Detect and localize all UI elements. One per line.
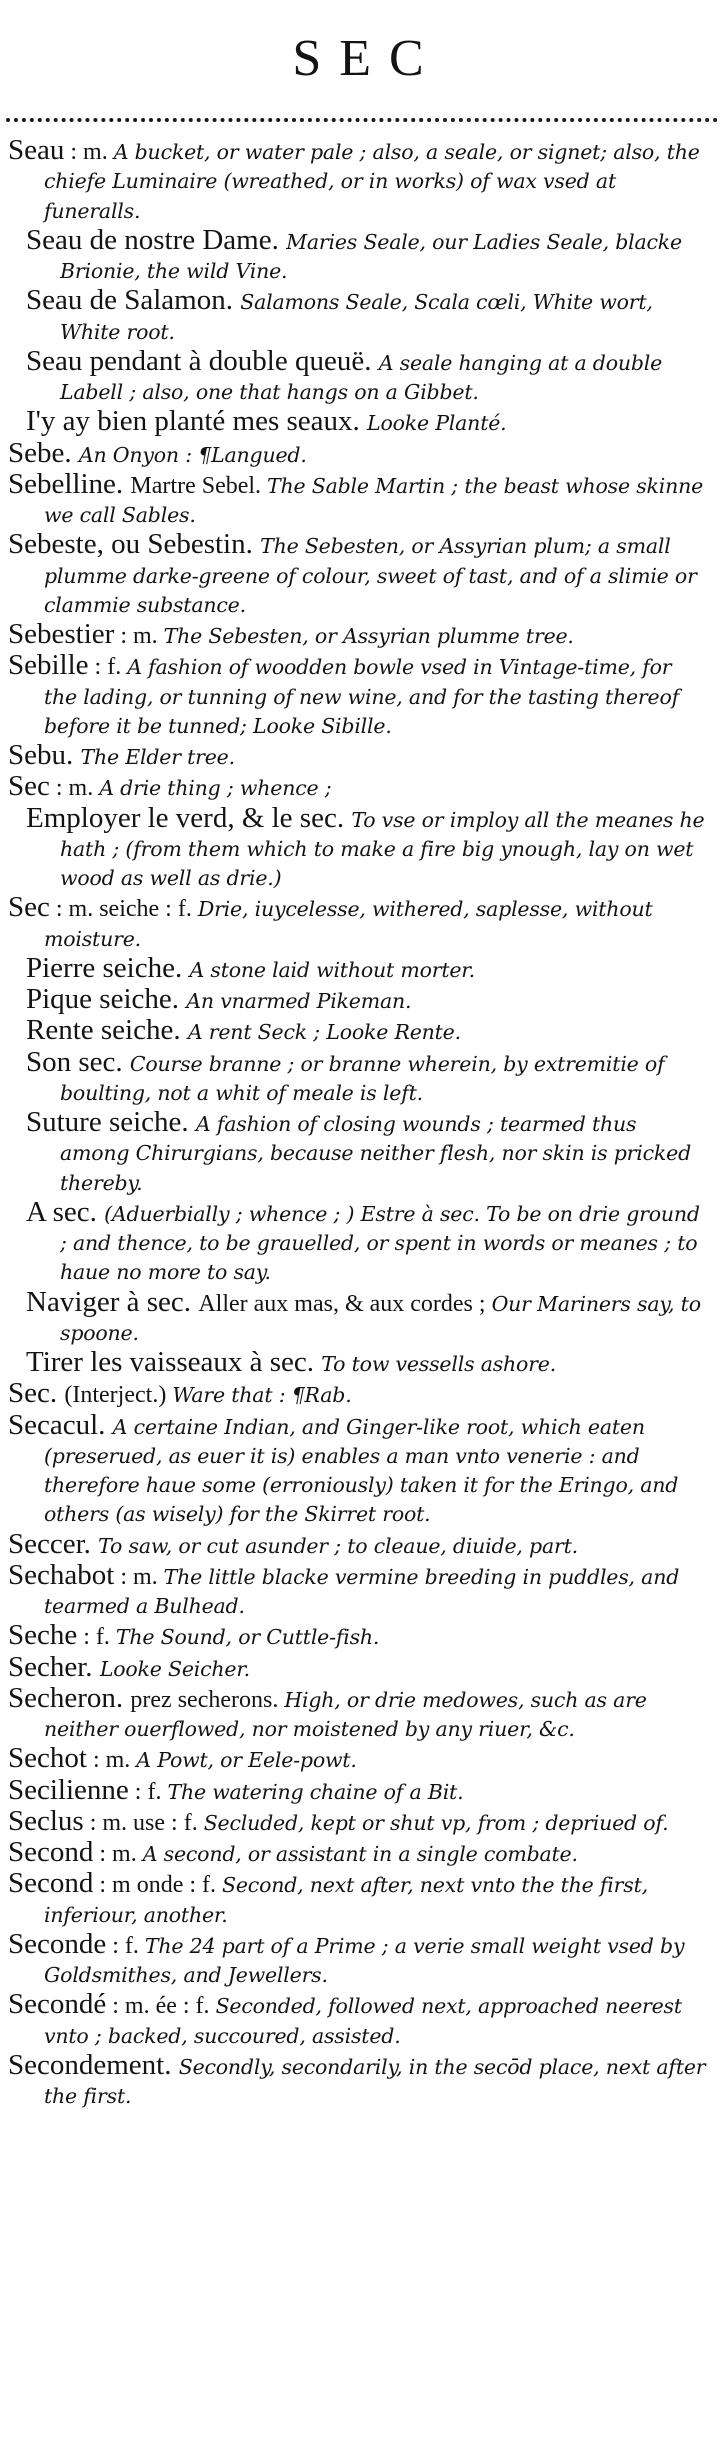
entry-english-definition: Looke Planté. (367, 411, 507, 436)
entry-french-gloss: : m onde : f. (93, 1872, 223, 1899)
dictionary-subentry (8, 801, 710, 894)
dictionary-entry (8, 436, 710, 470)
entry-french-gloss: : f. (77, 1624, 116, 1651)
dictionary-entry (8, 1621, 710, 1652)
entry-english-definition: To tow vessells ashore. (321, 1352, 557, 1376)
entry-english-definition: A fashion of woodden bowle vsed in Vintage-time, for the lading, or tunning of new wine, and for the tasting thereof before it be tunned; Looke Sibille. (44, 655, 679, 738)
dictionary-subentry (8, 951, 710, 985)
entry-french-gloss: : m. (64, 139, 114, 165)
entry-headword: A sec. (26, 1195, 105, 1228)
entry-headword: Sebelline. (8, 467, 131, 500)
entry-french-gloss: : f. (88, 654, 128, 681)
entry-headword: Seconde (8, 1927, 107, 1960)
dictionary-subentry (8, 344, 710, 408)
entry-headword: Sebe. (8, 436, 79, 469)
entry-headword: I'y ay bien planté mes seaux. (26, 405, 368, 438)
dictionary-entry (8, 1869, 710, 1930)
entry-headword: Sec (8, 770, 50, 803)
dictionary-entry (8, 1927, 710, 1991)
dictionary-entry (8, 620, 710, 651)
entry-headword: Secondement. (8, 2048, 179, 2081)
dictionary-entry (8, 1408, 710, 1530)
entry-headword: Secacul. (8, 1408, 113, 1441)
entry-french-gloss: : m. seiche : f. (49, 896, 198, 923)
entry-french-gloss: (Interject.) (64, 1382, 173, 1409)
entry-english-definition: To saw, or cut asunder ; to cleaue, diuide, part. (98, 1533, 578, 1558)
entry-headword: Pique seiche. (26, 983, 187, 1015)
dictionary-entry (8, 1838, 710, 1869)
entry-english-definition: Drie, iuycelesse, withered, saplesse, without moisture. (44, 897, 653, 951)
dictionary-entry (8, 1990, 710, 2051)
entry-headword: Sechabot (8, 1558, 115, 1591)
entry-headword: Sebu. (8, 739, 81, 771)
entry-headword: Secher. (8, 1650, 100, 1683)
entry-english-definition: A stone laid without morter. (189, 957, 475, 982)
entry-headword: Sebeste, ou Sebestin. (8, 528, 261, 561)
entry-french-gloss: : m. (93, 1841, 143, 1867)
dictionary-entry (8, 1744, 710, 1775)
dictionary-entry (8, 741, 710, 772)
entry-french-gloss: : m. use : f. (83, 1809, 204, 1836)
entry-headword: Son sec. (26, 1045, 130, 1078)
dictionary-subentry (8, 1045, 710, 1109)
dictionary-entry (8, 1558, 710, 1622)
entry-headword: Secilienne (8, 1773, 129, 1806)
entry-headword: Suture seiche. (26, 1106, 196, 1138)
entry-headword: Seccer. (8, 1527, 99, 1560)
entry-english-definition: A second, or assistant in a single combate. (142, 1842, 578, 1866)
entry-french-gloss: : m. ée : f. (106, 1993, 216, 2020)
entry-english-definition: Salamons Seale, Scala cœli, White wort, White root. (60, 290, 653, 344)
entry-headword: Pierre seiche. (26, 951, 190, 984)
entry-headword: Secheron. (8, 1681, 131, 1714)
dictionary-subentry (8, 1108, 710, 1198)
entry-english-definition: Seconded, followed next, approached neerest vnto ; backed, succoured, assisted. (44, 1994, 682, 2048)
entry-english-definition: High, or drie medowes, such as are neither ouerflowed, nor moistened by any riuer, &c. (44, 1687, 647, 1741)
dictionary-entry (8, 2048, 710, 2112)
dictionary-subentry (8, 1195, 710, 1288)
entry-headword: Tirer les vaisseaux à sec. (26, 1346, 322, 1378)
dictionary-subentry (8, 1016, 710, 1047)
entry-headword: Naviger à sec. (26, 1285, 199, 1318)
entry-list (8, 136, 710, 2111)
dictionary-entry (8, 1650, 710, 1684)
page-header (10, 0, 706, 118)
entry-french-gloss: : m. (86, 1747, 137, 1774)
entry-headword: Sebestier (8, 618, 115, 650)
entry-english-definition: Looke Seicher. (99, 1656, 250, 1681)
entry-headword: Second (8, 1867, 94, 1900)
entry-french-gloss: Aller aux mas, & aux cordes ; (198, 1290, 492, 1317)
dictionary-subentry (8, 985, 710, 1016)
entry-english-definition: The Elder tree. (80, 745, 235, 769)
dictionary-subentry (8, 1348, 710, 1379)
entry-english-definition: The Sebesten, or Assyrian plum; a small plumme darke-greene of colour, sweet of tast, and of a slimie or clammie substance. (44, 534, 697, 617)
entry-english-definition: Course branne ; or branne wherein, by extremitie of boulting, not a whit of meale is left. (60, 1051, 665, 1105)
dictionary-subentry (8, 407, 710, 438)
entry-headword: Sec (8, 891, 50, 924)
entry-english-definition: A seale hanging at a double Labell ; also, one that hangs on a Gibbet. (60, 350, 663, 404)
running-head: SEC (292, 30, 442, 87)
entry-headword: Seau (8, 134, 65, 166)
entry-english-definition: The little blacke vermine breeding in puddles, and tearmed a Bulhead. (44, 1564, 680, 1618)
entry-english-definition: Maries Seale, our Ladies Seale, blacke Brionie, the wild Vine. (60, 229, 682, 283)
entry-english-definition: (Aduerbially ; whence ; ) Estre à sec. To be on drie ground ; and thence, to be grauelled, or spent in words or meanes ; to haue no more to say. (60, 1201, 700, 1285)
entry-english-definition: A bucket, or water pale ; also, a seale, or signet; also, the chiefe Luminaire (wreathed, or in works) of wax vsed at funeralls. (44, 140, 700, 223)
entry-english-definition: A Powt, or Eele-powt. (136, 1748, 357, 1773)
entry-english-definition: An vnarmed Pikeman. (186, 989, 412, 1013)
entry-headword: Seau pendant à double queuë. (26, 344, 379, 377)
dictionary-entry (8, 1773, 710, 1807)
entry-english-definition: The watering chaine of a Bit. (167, 1779, 464, 1804)
entry-headword: Seche (8, 1619, 78, 1652)
dictionary-entry (8, 1379, 710, 1410)
dictionary-subentry (8, 1285, 710, 1349)
entry-headword: Sechot (8, 1742, 87, 1775)
entry-headword: Secondé (8, 1988, 107, 2021)
entry-headword: Sec. (8, 1377, 65, 1410)
entry-english-definition: A fashion of closing wounds ; tearmed thus among Chirurgians, because neither flesh, nor skin is pricked thereby. (60, 1112, 691, 1195)
dictionary-entry (8, 651, 710, 741)
entry-french-gloss: : f. (106, 1932, 145, 1959)
entry-english-definition: Secluded, kept or shut vp, from ; depriued of. (203, 1810, 669, 1835)
entry-headword: Employer le verd, & le sec. (26, 801, 352, 834)
dictionary-entry (8, 530, 710, 620)
entry-headword: Sebille (8, 649, 89, 682)
entry-english-definition: Ware that : ¶Rab. (172, 1383, 352, 1408)
entry-headword: Seau de nostre Dame. (26, 223, 287, 256)
entry-english-definition: A rent Seck ; Looke Rente. (187, 1020, 461, 1045)
entry-english-definition: Secondly, secondarily, in the secōd place, next after the first. (44, 2054, 706, 2108)
entry-english-definition: Our Mariners say, to spoone. (60, 1291, 701, 1345)
entry-english-definition: An Onyon : ¶Langued. (78, 442, 307, 467)
entry-french-gloss: : f. (128, 1778, 168, 1805)
dictionary-entry (8, 893, 710, 954)
dictionary-entry (8, 1681, 710, 1745)
entry-english-definition: Second, next after, next vnto the the first, inferiour, another. (44, 1873, 648, 1927)
dictionary-entry (8, 136, 710, 226)
entry-headword: Seau de Salamon. (26, 284, 241, 317)
entry-english-definition: The 24 part of a Prime ; a verie small weight vsed by Goldsmithes, and Jewellers. (44, 1933, 685, 1987)
header-rule (6, 118, 718, 122)
dictionary-subentry (8, 286, 710, 347)
dictionary-entry (8, 772, 710, 803)
entry-english-definition: To vse or imploy all the meanes he hath ; (from them which to make a fire big ynough, lay on wet wood as well as drie.) (60, 807, 705, 890)
entry-english-definition: The Sound, or Cuttle-fish. (115, 1625, 380, 1650)
entry-french-gloss: Martre Sebel. (130, 472, 268, 499)
entry-french-gloss: prez secherons. (130, 1686, 285, 1713)
dictionary-entry (8, 1527, 710, 1561)
entry-french-gloss: : m. (49, 775, 100, 802)
entry-french-gloss: : m. (114, 623, 164, 649)
entry-english-definition: The Sable Martin ; the beast whose skinne we call Sables. (44, 473, 704, 527)
entry-headword: Second (8, 1836, 94, 1868)
entry-headword: Seclus (8, 1804, 84, 1837)
entry-english-definition: A drie thing ; whence ; (99, 776, 332, 801)
dictionary-entry (8, 1804, 710, 1838)
dictionary-subentry (8, 223, 710, 287)
entry-english-definition: The Sebesten, or Assyrian plumme tree. (163, 624, 574, 648)
entry-english-definition: A certaine Indian, and Ginger-like root, which eaten (preserued, as euer it is) enables a man vnto venerie : and therefore haue some (erroniously) taken it for the Eringo, and others (as wisely) for the Skirret root. (44, 1414, 679, 1527)
entry-headword: Rente seiche. (26, 1014, 188, 1047)
dictionary-entry (8, 467, 710, 531)
entry-french-gloss: : m. (114, 1563, 164, 1590)
